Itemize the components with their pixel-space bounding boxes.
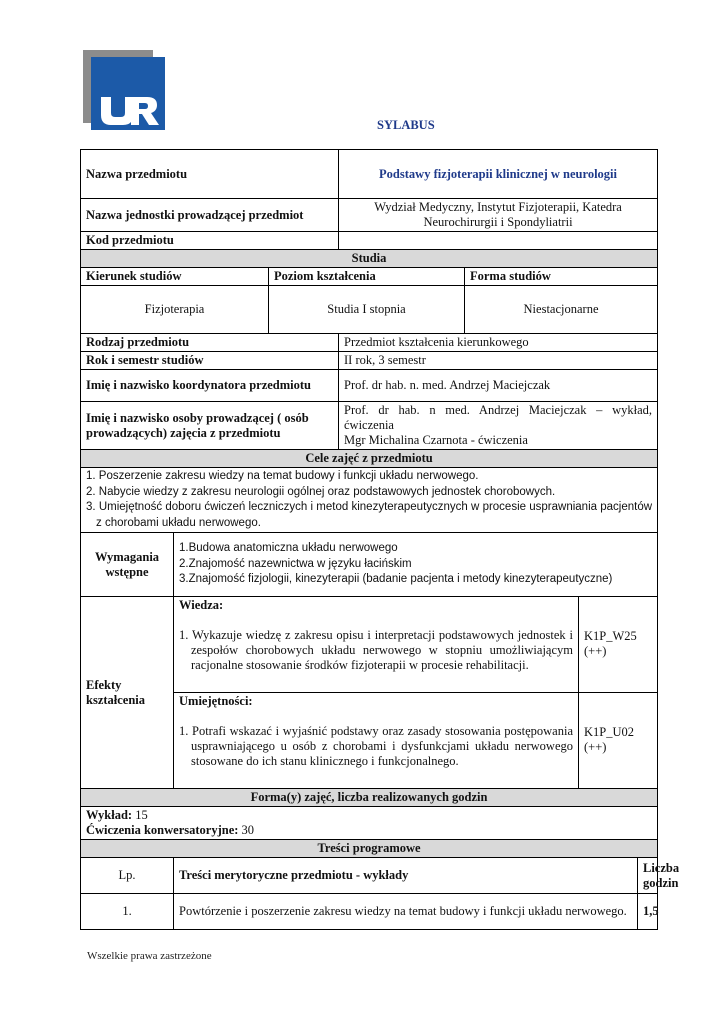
unit-row bbox=[81, 199, 658, 232]
field-of-study-value: Fizjoterapia bbox=[81, 286, 269, 334]
skills-heading: Umiejętności: bbox=[179, 694, 253, 708]
row-hours: 1,5 bbox=[638, 894, 658, 930]
outcomes-label: Efekty kształcenia bbox=[81, 597, 174, 789]
lp-column-header: Lp. bbox=[81, 858, 174, 894]
unit-value: Wydział Medyczny, Instytut Fizjoterapii, Katedra Neurochirurgii i Spondyliatrii bbox=[339, 199, 658, 232]
prerequisites-label: Wymagania wstępne bbox=[81, 533, 174, 597]
field-of-study-label: Kierunek studiów bbox=[81, 268, 269, 286]
studia-header: Studia bbox=[81, 250, 658, 268]
knowledge-code: K1P_W25 (++) bbox=[579, 597, 658, 693]
forms-header: Forma(y) zajęć, liczba realizowanych godzin bbox=[81, 789, 658, 807]
document-title: SYLABUS bbox=[377, 118, 435, 132]
studia-values-row bbox=[81, 286, 658, 334]
goals-row bbox=[81, 468, 658, 533]
goal-item: 1. Poszerzenie zakresu wiedzy na temat budowy i funkcji układu nerwowego. bbox=[86, 470, 479, 482]
year-label: Rok i semestr studiów bbox=[81, 352, 339, 370]
goals-header-row bbox=[81, 450, 658, 468]
content-column-header: Treści merytoryczne przedmiotu - wykłady bbox=[174, 858, 638, 894]
ur-monogram-icon bbox=[91, 57, 165, 130]
exercises-label: Ćwiczenia konwersatoryjne: bbox=[86, 823, 239, 837]
program-columns-row bbox=[81, 858, 658, 894]
course-type-label: Rodzaj przedmiotu bbox=[81, 334, 339, 352]
level-value: Studia I stopnia bbox=[269, 286, 465, 334]
teachers-label: Imię i nazwisko osoby prowadzącej ( osób prowadzących) zajęcia z przedmiotu bbox=[81, 402, 339, 450]
lecture-hours-line bbox=[86, 808, 652, 823]
knowledge-row bbox=[81, 597, 658, 693]
coordinator-label: Imię i nazwisko koordynatora przedmiotu bbox=[81, 370, 339, 402]
studia-header-row bbox=[81, 250, 658, 268]
studia-labels-row bbox=[81, 268, 658, 286]
course-type-value: Przedmiot kształcenia kierunkowego bbox=[339, 334, 658, 352]
university-logo bbox=[83, 50, 165, 130]
skills-cell bbox=[174, 693, 579, 789]
level-label: Poziom kształcenia bbox=[269, 268, 465, 286]
goals-list bbox=[81, 468, 658, 533]
lecture-hours: 15 bbox=[135, 808, 148, 822]
course-type-row bbox=[81, 334, 658, 352]
exercises-hours-line bbox=[86, 823, 652, 838]
syllabus-table bbox=[80, 149, 680, 930]
row-lp: 1. bbox=[81, 894, 174, 930]
year-value: II rok, 3 semestr bbox=[339, 352, 658, 370]
prerequisites-row bbox=[81, 533, 658, 597]
skills-text: 1. Potrafi wskazać i wyjaśnić podstawy oraz zasady stosowania postępowania usprawniającego u osób z chorobami i dysfunkcjami układu nerwowego stosowane do ich stanu klinicznego i funkcjonalnego. bbox=[179, 724, 573, 768]
program-header: Treści programowe bbox=[81, 840, 658, 858]
knowledge-text: 1. Wykazuje wiedzę z zakresu opisu i interpretacji podstawowych jednostek i zespołów chorobowych układu nerwowego w stopniu umożliwiającym racjonalne stosowanie środków fizjoterapii w procesie rehabilitacji. bbox=[179, 628, 573, 672]
skills-code: K1P_U02 (++) bbox=[579, 693, 658, 789]
table-row bbox=[81, 894, 658, 930]
prerequisite-item: 1.Budowa anatomiczna układu nerwowego bbox=[179, 542, 398, 555]
year-row bbox=[81, 352, 658, 370]
program-header-row bbox=[81, 840, 658, 858]
forms-row bbox=[81, 807, 658, 840]
goal-item: 3. Umiejętność doboru ćwiczeń leczniczych i metod kinezyterapeutycznych w procesie usprawniania pacjentów z chorobami układu nerwowego. bbox=[86, 501, 653, 529]
prerequisite-item: 2.Znajomość nazewnictwa w języku łacińskim bbox=[179, 557, 412, 570]
code-label: Kod przedmiotu bbox=[81, 232, 339, 250]
forms-header-row bbox=[81, 789, 658, 807]
teachers-value bbox=[339, 402, 658, 450]
unit-label: Nazwa jednostki prowadzącej przedmiot bbox=[81, 199, 339, 232]
coordinator-row bbox=[81, 370, 658, 402]
forms-hours bbox=[81, 807, 658, 840]
prerequisites-list bbox=[174, 533, 658, 597]
study-form-value: Niestacjonarne bbox=[465, 286, 658, 334]
coordinator-value: Prof. dr hab. n. med. Andrzej Maciejczak bbox=[339, 370, 658, 402]
code-value bbox=[339, 232, 658, 250]
footer-copyright: Wszelkie prawa zastrzeżone bbox=[87, 950, 212, 962]
prerequisite-item: 3.Znajomość fizjologii, kinezyterapii (badanie pacjenta i metody kinezyterapeutyczne) bbox=[179, 573, 613, 586]
knowledge-heading: Wiedza: bbox=[179, 598, 224, 612]
knowledge-cell bbox=[174, 597, 579, 693]
goals-header: Cele zajęć z przedmiotu bbox=[81, 450, 658, 468]
course-name-value: Podstawy fizjoterapii klinicznej w neurologii bbox=[339, 150, 658, 199]
goal-item: 2. Nabycie wiedzy z zakresu neurologii ogólnej oraz podstawowych jednostek chorobowych. bbox=[86, 485, 556, 498]
teacher-2: Mgr Michalina Czarnota - ćwiczenia bbox=[344, 433, 528, 447]
code-row bbox=[81, 232, 658, 250]
lecture-label: Wykład: bbox=[86, 808, 133, 822]
exercises-hours: 30 bbox=[241, 823, 255, 837]
teacher-1: Prof. dr hab. n med. Andrzej Maciejczak – wykład, ćwiczenia bbox=[344, 403, 653, 432]
teachers-row bbox=[81, 402, 658, 450]
course-name-label: Nazwa przedmiotu bbox=[81, 150, 339, 199]
study-form-label: Forma studiów bbox=[465, 268, 658, 286]
course-name-row bbox=[81, 150, 658, 199]
hours-column-header: Liczba godzin bbox=[638, 858, 658, 894]
row-content: Powtórzenie i poszerzenie zakresu wiedzy na temat budowy i funkcji układu nerwowego. bbox=[174, 894, 638, 930]
